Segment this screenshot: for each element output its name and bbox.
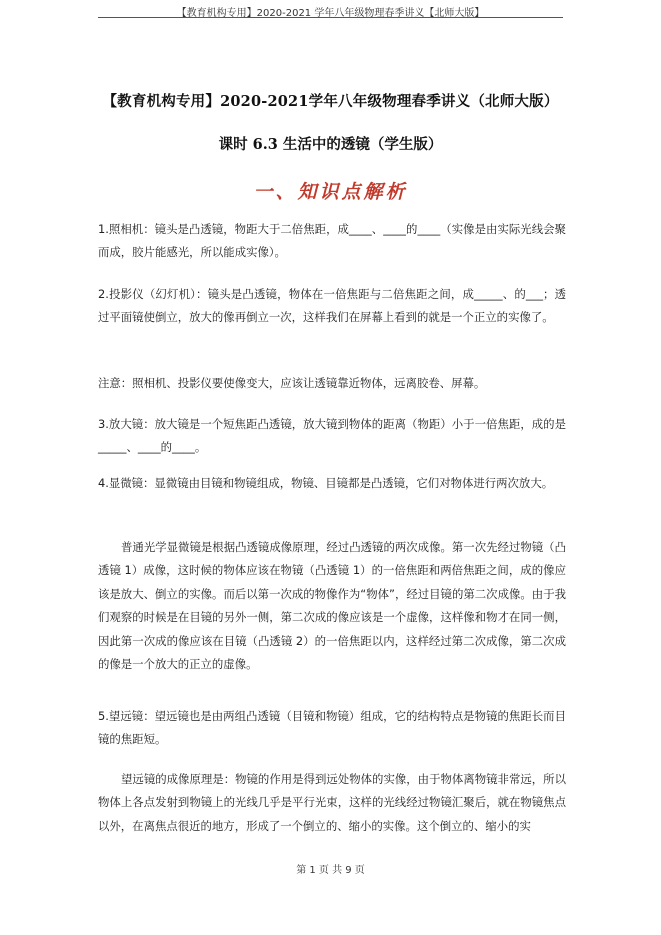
paragraph-microscope: 4.显微镜：显微镜由目镜和物镜组成，物镜、目镜都是凸透镜，它们对物体进行两次放大。 (98, 476, 554, 490)
paragraph-telescope: 5.望远镜：望远镜也是由两组凸透镜（目镜和物镜）组成，它的结构特点是物镜的焦距长而目镜的焦距短。 (98, 709, 566, 747)
header-divider (98, 17, 563, 18)
paragraph-note: 注意：照相机、投影仪要使像变大，应该让透镜靠近物体，远离胶卷、屏幕。 (98, 376, 486, 390)
paragraph-telescope-principle: 望远镜的成像原理是：物镜的作用是得到远处物体的实像，由于物体离物镜非常远，所以物体上各点发射到物镜上的光线几乎是平行光束，这样的光线经过物镜汇聚后，就在物镜焦点以外，在离焦点很近的地方，形成了一个倒立的、缩小的实像。这个倒立的、缩小的实 (98, 772, 566, 833)
section-heading: 一、知识点解析 (253, 181, 408, 203)
page-number: 第 1 页 共 9 页 (296, 865, 365, 876)
paragraph-camera: 1.照相机：镜头是凸透镜，物距大于二倍焦距，成____、____的____（实像是由实际光线会聚而成，胶片能感光，所以能成实像）。 (98, 222, 566, 260)
document-title: 【教育机构专用】2020-2021学年八年级物理春季讲义（北师大版） (102, 93, 559, 110)
paragraph-magnifier: 3.放大镜：放大镜是一个短焦距凸透镜，放大镜到物体的距离（物距）小于一倍焦距，成的是_____、____的____。 (98, 417, 566, 455)
running-header: 【教育机构专用】2020-2021 学年八年级物理春季讲义【北师大版】 (176, 8, 485, 19)
lesson-title: 课时 6.3 生活中的透镜（学生版） (218, 136, 443, 153)
paragraph-projector: 2.投影仪（幻灯机）：镜头是凸透镜，物体在一倍焦距与二倍焦距之间，成_____、的___；透过平面镜使倒立，放大的像再倒立一次，这样我们在屏幕上看到的就是一个正立的实像了。 (98, 287, 566, 325)
paragraph-microscope-principle: 普通光学显微镜是根据凸透镜成像原理，经过凸透镜的两次成像。第一次先经过物镜（凸透镜 1）成像，这时候的物体应该在物镜（凸透镜 1）的一倍焦距和两倍焦距之间，成的像应该是放大、倒立的实像。而后以第一次成的物像作为“物体”，经过目镜的第二次成像。由于我们观察的时候是在目镜的另外一侧，第二次成的像应该是一个虚像，这样像和物才在同一侧，因此第一次成的像应该在目镜（凸透镜 2）的一倍焦距以内，这样经过第二次成像，第二次成的像是一个放大的正立的虚像。 (98, 540, 566, 672)
